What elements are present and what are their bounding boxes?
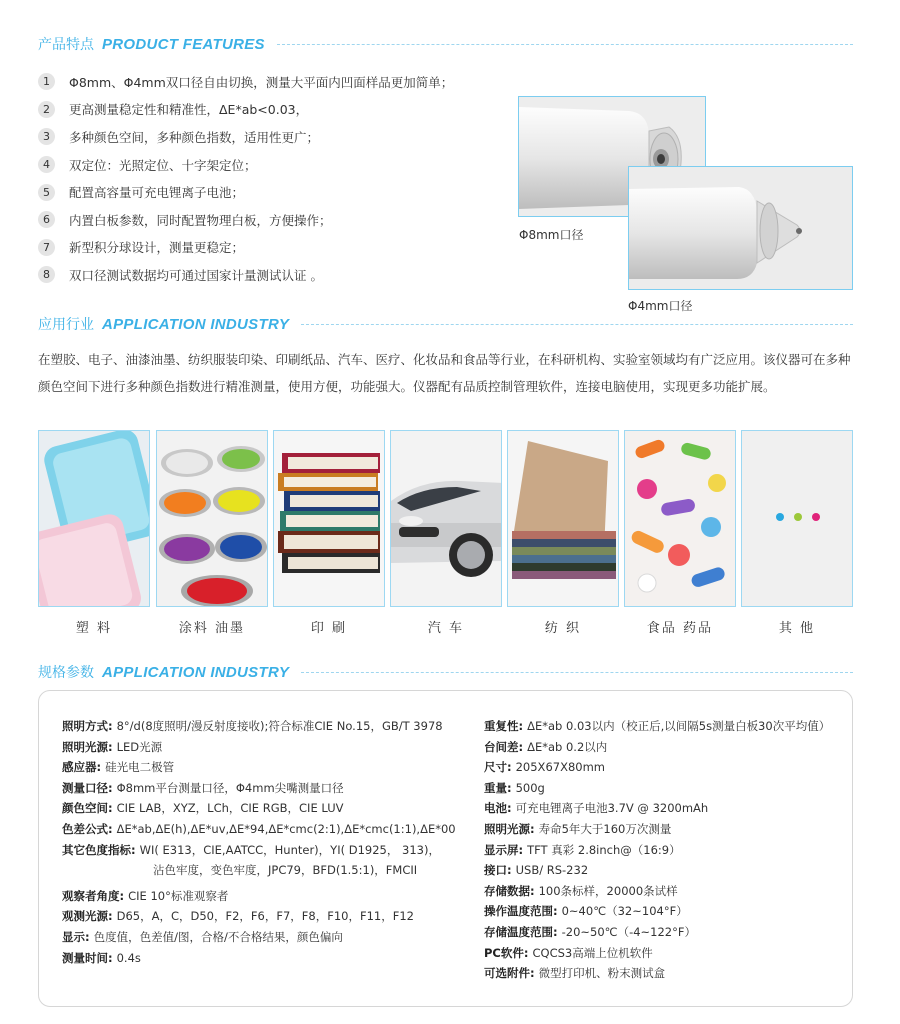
spec-key: 观察者角度	[62, 888, 120, 903]
industry-image-food-medicine	[624, 430, 736, 607]
spec-colon: :	[85, 929, 94, 944]
spec-colon: :	[507, 801, 516, 816]
pills-illustration	[625, 431, 736, 607]
spec-key: 可选附件	[484, 966, 530, 981]
application-section-header	[38, 314, 853, 334]
spec-key: 存储数据	[484, 883, 530, 898]
spec-value: USB/ RS-232	[515, 863, 589, 878]
spec-key: 显示屏	[484, 842, 519, 857]
spec-value: -20~50℃（-4~122°F）	[561, 924, 696, 939]
spec-colon: :	[108, 739, 117, 754]
feature-text: 多种颜色空间，多种颜色指数，适用性更广；	[69, 129, 320, 145]
feature-text: Φ8mm、Φ4mm双口径自由切换，测量大平面内凹面样品更加简单；	[69, 74, 454, 90]
spec-value: TFT 真彩 2.8inch@（16:9）	[527, 842, 681, 857]
spec-value: CIE LAB，XYZ，LCh，CIE RGB，CIE LUV	[116, 801, 344, 816]
feature-text: 双口径测试数据均可通过国家计量测试认证 。	[69, 267, 323, 283]
features-section-header	[38, 34, 853, 54]
specs-title-en: APPLICATION INDUSTRY	[102, 663, 290, 681]
industry-label-paint: 涂料 油墨	[178, 621, 246, 636]
spec-key: 电池	[484, 801, 507, 816]
application-title-en: APPLICATION INDUSTRY	[102, 315, 290, 333]
spec-row	[62, 737, 456, 758]
spec-row	[484, 798, 830, 819]
instrument-4mm-illustration	[629, 167, 853, 290]
spec-key: 感应器	[62, 760, 97, 775]
spec-key: 颜色空间	[62, 801, 108, 816]
spec-colon: :	[131, 842, 140, 857]
spec-row	[484, 716, 830, 737]
spec-row	[484, 778, 830, 799]
spec-value: ΔE*ab 0.2以内	[527, 739, 608, 754]
spec-value: WI( E313，CIE,AATCC，Hunter)，YI( D1925， 313)，	[139, 842, 440, 857]
spec-row	[484, 757, 830, 778]
feature-number-badge: 2	[38, 101, 55, 118]
spec-value: CIE 10°标准观察者	[128, 888, 229, 903]
spec-row	[62, 778, 456, 799]
feature-item	[38, 206, 453, 234]
spec-key: 测量时间	[62, 950, 108, 965]
feature-number-badge: 7	[38, 239, 55, 256]
spec-value: D65，A，C，D50，F2，F6，F7，F8，F10，F11，F12	[116, 909, 414, 924]
industry-label-printing: 印 刷	[310, 621, 348, 636]
feature-list	[38, 68, 453, 289]
industry-label-food-medicine: 食品 药品	[646, 621, 714, 636]
spec-colon: :	[108, 719, 117, 733]
spec-key: 照明光源	[62, 739, 108, 754]
spec-colon: :	[507, 760, 516, 775]
section-divider	[301, 324, 853, 325]
spec-key: 照明光源	[484, 821, 530, 836]
spec-value: 沾色牢度，变色牢度，JPC79，BFD(1.5:1)，FMCII	[153, 863, 418, 878]
application-title-cn: 应用行业	[38, 317, 94, 333]
spec-row	[484, 881, 830, 902]
feature-item	[38, 234, 453, 262]
specs-left-column	[62, 716, 456, 968]
feature-item	[38, 151, 453, 179]
spec-value: 硅光电二极管	[105, 760, 175, 775]
folded-fabrics-illustration	[508, 431, 619, 607]
spec-key: 其它色度指标	[62, 842, 131, 857]
spec-key: 台间差	[484, 739, 519, 754]
spec-key: 重复性	[484, 719, 519, 733]
spec-row	[484, 860, 830, 881]
spec-row	[62, 886, 456, 907]
spec-colon: :	[518, 739, 528, 754]
spec-colon: :	[530, 883, 539, 898]
caption-4mm: Φ4mm口径	[628, 299, 693, 313]
spec-colon: :	[553, 904, 562, 919]
feature-text: 配置高容量可充电锂离子电池；	[69, 185, 245, 201]
spec-key: 重量	[484, 780, 507, 795]
industry-image-paint	[156, 430, 268, 607]
spec-row	[484, 737, 830, 758]
spec-value: 0~40℃（32~104°F）	[561, 904, 688, 919]
features-title-cn: 产品特点	[38, 37, 94, 53]
feature-number-badge: 4	[38, 156, 55, 173]
spec-colon: :	[507, 863, 516, 878]
spec-row	[484, 840, 830, 861]
feature-number-badge: 6	[38, 211, 55, 228]
spec-row	[484, 943, 830, 964]
spec-value: CQCS3高端上位机软件	[532, 945, 653, 960]
spec-key: 色差公式	[62, 821, 108, 836]
spec-colon: :	[108, 801, 117, 816]
industry-image-textile	[507, 430, 619, 607]
spec-key: 操作温度范围	[484, 904, 553, 919]
spec-colon: :	[507, 780, 516, 795]
spec-colon: :	[108, 821, 117, 836]
car-illustration	[391, 431, 502, 607]
spec-row	[484, 819, 830, 840]
spec-value: 500g	[515, 780, 545, 795]
spec-value: 0.4s	[116, 950, 141, 965]
spec-value: 微型打印机、粉末测试盒	[538, 966, 666, 981]
product-image-4mm	[628, 166, 853, 290]
feature-item	[38, 178, 453, 206]
spec-value: 205X67X80mm	[515, 760, 605, 775]
spec-value: 色度值，色差值/图，合格/不合格结果，颜色偏向	[93, 929, 343, 944]
specs-section-header	[38, 662, 853, 682]
paint-cans-illustration	[157, 431, 268, 607]
spec-value: 8°/d(8度照明/漫反射度接收);符合标准CIE No.15，GB/T 3978	[116, 719, 443, 733]
feature-number-badge: 1	[38, 73, 55, 90]
spec-row	[484, 922, 830, 943]
caption-8mm: Φ8mm口径	[519, 228, 584, 242]
spec-value: ΔE*ab,ΔE(h),ΔE*uv,ΔE*94,ΔE*cmc(2:1),ΔE*cmc(1:1),ΔE*00	[116, 821, 456, 836]
feature-item	[38, 261, 453, 289]
spec-colon: :	[523, 945, 533, 960]
spec-value: ΔE*ab 0.03以内（校正后,以间隔5s测量白板30次平均值）	[527, 719, 831, 733]
spec-colon: :	[96, 760, 106, 775]
spec-key: 显示	[62, 929, 85, 944]
industry-label-plastic: 塑 料	[75, 621, 113, 636]
spec-value: 可充电锂离子电池3.7V @ 3200mAh	[515, 801, 709, 816]
feature-item	[38, 123, 453, 151]
spec-value: 100条标样，20000条试样	[538, 883, 678, 898]
ellipsis-dots-icon	[742, 431, 853, 607]
spec-colon: :	[108, 780, 117, 795]
feature-item	[38, 96, 453, 124]
spec-row	[62, 819, 456, 840]
spec-value: 寿命5年大于160万次测量	[538, 821, 672, 836]
industry-image-auto	[390, 430, 502, 607]
spec-colon: :	[530, 966, 539, 981]
spec-row	[62, 798, 456, 819]
spec-row	[62, 927, 456, 948]
specs-right-column	[484, 716, 830, 984]
industry-label-textile: 纺 织	[544, 621, 582, 636]
feature-text: 更高测量稳定性和精准性，ΔE*ab<0.03，	[69, 102, 309, 118]
spec-row	[62, 948, 456, 969]
specs-title-cn: 规格参数	[38, 665, 94, 681]
spec-key: 尺寸	[484, 760, 507, 775]
spec-key: 存储温度范围	[484, 924, 553, 939]
spec-colon: :	[530, 821, 539, 836]
spec-row	[62, 757, 456, 778]
phone-case-illustration	[39, 431, 150, 607]
feature-text: 内置白板参数，同时配置物理白板，方便操作；	[69, 212, 332, 228]
spec-colon: :	[553, 924, 562, 939]
feature-text: 双定位：光照定位、十字架定位；	[69, 157, 257, 173]
spec-row	[62, 840, 456, 861]
industry-image-printing	[273, 430, 385, 607]
spec-row	[62, 716, 456, 737]
spec-value: LED光源	[116, 739, 163, 754]
spec-key: PC软件	[484, 945, 524, 960]
spec-row	[484, 963, 830, 984]
spec-colon: :	[518, 842, 528, 857]
features-title-en: PRODUCT FEATURES	[102, 35, 265, 53]
application-intro: 在塑胶、电子、油漆油墨、纺织服装印染、印刷纸品、汽车、医疗、化妆品和食品等行业，在科研机构、实验室领域均有广泛应用。该仪器可在多种颜色空间下进行多种颜色指数进行精准测量，使用方便，功能强大。仪器配有品质控制管理软件，连接电脑使用，实现更多功能扩展。	[38, 352, 851, 394]
spec-key: 测量口径	[62, 780, 108, 795]
spec-key: 接口	[484, 863, 507, 878]
industry-label-other: 其 他	[778, 621, 816, 636]
feature-text: 新型积分球设计，测量更稳定；	[69, 240, 245, 256]
spec-colon: :	[119, 888, 129, 903]
feature-number-badge: 8	[38, 266, 55, 283]
books-stack-illustration	[274, 431, 385, 607]
spec-row	[484, 901, 830, 922]
spec-value: Φ8mm平台测量口径，Φ4mm尖嘴测量口径	[116, 780, 344, 795]
feature-number-badge: 3	[38, 128, 55, 145]
industry-image-other	[741, 430, 853, 607]
feature-number-badge: 5	[38, 184, 55, 201]
industry-label-auto: 汽 车	[427, 621, 465, 636]
spec-key: 观测光源	[62, 909, 108, 924]
section-divider	[277, 44, 853, 45]
industry-image-plastic	[38, 430, 150, 607]
feature-item	[38, 68, 453, 96]
spec-row	[62, 860, 456, 881]
spec-colon: :	[518, 719, 528, 733]
spec-row	[62, 906, 456, 927]
spec-colon: :	[108, 950, 117, 965]
spec-key: 照明方式	[62, 719, 108, 733]
section-divider	[301, 672, 853, 673]
spec-colon: :	[108, 909, 117, 924]
